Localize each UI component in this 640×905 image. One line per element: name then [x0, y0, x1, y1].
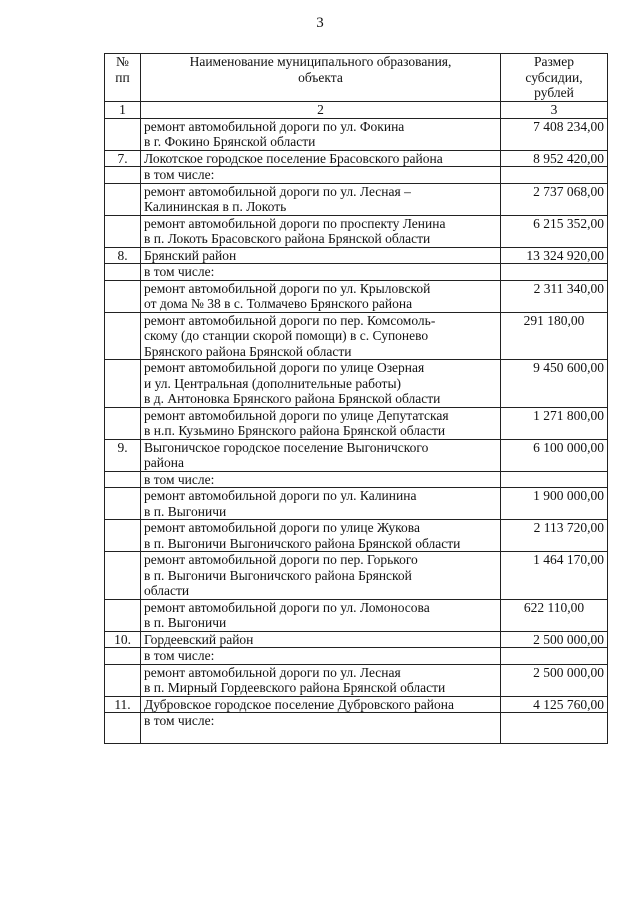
column-number: 3: [501, 101, 608, 118]
table-row: [105, 360, 608, 408]
row-description: [141, 696, 501, 713]
description-line: в том числе:: [144, 713, 215, 728]
row-amount: [501, 167, 608, 184]
description-line: в п. Локоть Брасовского района Брянской области: [144, 231, 431, 246]
row-amount: 622 110,00: [501, 599, 608, 631]
row-amount: 6 215 352,00: [501, 215, 608, 247]
row-amount: 1 900 000,00: [501, 488, 608, 520]
description-line: ремонт автомобильной дороги по ул. Крыловской: [144, 280, 431, 296]
description-line: ремонт автомобильной дороги по улице Жукова: [144, 520, 420, 535]
row-amount: 2 311 340,00: [501, 280, 608, 312]
description-line: ремонт автомобильной дороги по улице Озерная: [144, 360, 425, 375]
row-number: [105, 664, 141, 696]
description-line: ремонт автомобильной дороги по ул. Ломоносова: [144, 599, 430, 615]
column-number: 2: [141, 101, 501, 118]
row-description: [141, 713, 501, 744]
table-row: [105, 471, 608, 488]
description-line: в том числе:: [144, 167, 215, 182]
description-line: ремонт автомобильной дороги по ул. Лесная: [144, 664, 401, 680]
row-description: [141, 648, 501, 665]
row-description: [141, 312, 501, 360]
row-description: [141, 488, 501, 520]
table-row: [105, 118, 608, 150]
row-description: [141, 631, 501, 648]
row-amount: 7 408 234,00: [501, 118, 608, 150]
row-description: [141, 118, 501, 150]
row-amount: [501, 713, 608, 744]
description-line: в том числе:: [144, 264, 215, 279]
row-number: 8.: [105, 247, 141, 264]
table-row: [105, 520, 608, 552]
row-amount: 291 180,00: [501, 312, 608, 360]
row-number: [105, 407, 141, 439]
row-description: [141, 247, 501, 264]
table-row: [105, 280, 608, 312]
description-line: от дома № 38 в с. Толмачево Брянского района: [144, 296, 413, 311]
header-number-column: № пп: [105, 54, 141, 102]
description-line: Выгоничское городское поселение Выгоничского: [144, 439, 429, 455]
table-row: [105, 631, 608, 648]
description-line: и ул. Центральная (дополнительные работы): [144, 375, 402, 391]
row-amount: 4 125 760,00: [501, 696, 608, 713]
row-number: [105, 713, 141, 744]
description-line: в н.п. Кузьмино Брянского района Брянской области: [144, 423, 446, 438]
description-line: Дубровское городское поселение Дубровского района: [144, 696, 454, 712]
description-line: Брянского района Брянской области: [144, 343, 352, 359]
description-line: ремонт автомобильной дороги по ул. Калинина: [144, 488, 417, 503]
description-line: в п. Выгоничи Выгоничского района Брянской области: [144, 535, 461, 551]
description-line: Гордеевский район: [144, 631, 254, 647]
column-number: 1: [105, 101, 141, 118]
description-line: ремонт автомобильной дороги по пер. Горького: [144, 552, 418, 567]
row-description: [141, 280, 501, 312]
table-row: [105, 264, 608, 281]
row-number: [105, 360, 141, 408]
row-amount: 2 500 000,00: [501, 631, 608, 648]
description-line: ремонт автомобильной дороги по ул. Лесная –: [144, 183, 411, 199]
table-row: [105, 150, 608, 167]
row-amount: 8 952 420,00: [501, 150, 608, 167]
row-description: [141, 407, 501, 439]
row-number: [105, 520, 141, 552]
row-number: [105, 488, 141, 520]
row-amount: [501, 471, 608, 488]
description-line: в д. Антоновка Брянского района Брянской области: [144, 391, 441, 406]
row-amount: 2 113 720,00: [501, 520, 608, 552]
row-amount: 9 450 600,00: [501, 360, 608, 408]
row-number: [105, 552, 141, 600]
table-row: [105, 599, 608, 631]
row-amount: 13 324 920,00: [501, 247, 608, 264]
table-body: [105, 118, 608, 744]
row-number: [105, 599, 141, 631]
column-number-row: [105, 101, 608, 118]
description-line: Калининская в п. Локоть: [144, 199, 287, 214]
row-amount: [501, 648, 608, 665]
row-amount: 1 271 800,00: [501, 407, 608, 439]
row-number: [105, 312, 141, 360]
table-row: [105, 167, 608, 184]
row-number: [105, 471, 141, 488]
table-row: [105, 648, 608, 665]
table-row: [105, 407, 608, 439]
page-number: 3: [316, 15, 324, 31]
row-description: [141, 471, 501, 488]
description-line: ремонт автомобильной дороги по улице Депутатская: [144, 407, 449, 423]
row-number: [105, 264, 141, 281]
table-row: [105, 312, 608, 360]
row-amount: 2 500 000,00: [501, 664, 608, 696]
subsidy-table: [104, 53, 608, 744]
description-line: в п. Мирный Гордеевского района Брянской области: [144, 680, 446, 695]
row-description: [141, 360, 501, 408]
table-row: [105, 488, 608, 520]
description-line: в п. Выгоничи: [144, 503, 227, 519]
table-row: [105, 439, 608, 471]
row-description: [141, 599, 501, 631]
row-number: 7.: [105, 150, 141, 167]
description-line: скому (до станции скорой помощи) в с. Супонево: [144, 328, 429, 343]
row-description: [141, 183, 501, 215]
row-number: 9.: [105, 439, 141, 471]
row-description: [141, 664, 501, 696]
description-line: ремонт автомобильной дороги по пер. Комсомоль-: [144, 312, 436, 328]
description-line: в п. Выгоничи Выгоничского района Брянской: [144, 567, 412, 583]
description-line: в п. Выгоничи: [144, 615, 227, 630]
description-line: ремонт автомобильной дороги по проспекту Ленина: [144, 215, 446, 231]
description-line: Локотское городское поселение Брасовского района: [144, 150, 443, 166]
row-number: [105, 280, 141, 312]
row-amount: 6 100 000,00: [501, 439, 608, 471]
row-number: [105, 167, 141, 184]
description-line: в г. Фокино Брянской области: [144, 134, 316, 149]
row-description: [141, 520, 501, 552]
row-number: 11.: [105, 696, 141, 713]
header-name-column: Наименование муниципального образования, объекта: [141, 54, 501, 102]
description-line: в том числе:: [144, 471, 215, 487]
description-line: ремонт автомобильной дороги по ул. Фокина: [144, 118, 405, 134]
table-row: [105, 713, 608, 744]
row-number: [105, 215, 141, 247]
row-description: [141, 215, 501, 247]
row-description: [141, 552, 501, 600]
description-line: в том числе:: [144, 648, 215, 663]
row-description: [141, 150, 501, 167]
row-amount: [501, 264, 608, 281]
row-description: [141, 264, 501, 281]
header-amount-column: Размер субсидии, рублей: [501, 54, 608, 102]
table-row: [105, 664, 608, 696]
description-line: Брянский район: [144, 247, 237, 263]
table-row: [105, 552, 608, 600]
row-description: [141, 167, 501, 184]
row-number: [105, 118, 141, 150]
row-amount: 2 737 068,00: [501, 183, 608, 215]
row-number: [105, 183, 141, 215]
table-header-row: [105, 54, 608, 102]
table-row: [105, 183, 608, 215]
description-line: области: [144, 583, 190, 598]
row-amount: 1 464 170,00: [501, 552, 608, 600]
row-number: 10.: [105, 631, 141, 648]
table-row: [105, 215, 608, 247]
table-row: [105, 247, 608, 264]
row-number: [105, 648, 141, 665]
table-row: [105, 696, 608, 713]
row-description: [141, 439, 501, 471]
description-line: района: [144, 455, 184, 470]
